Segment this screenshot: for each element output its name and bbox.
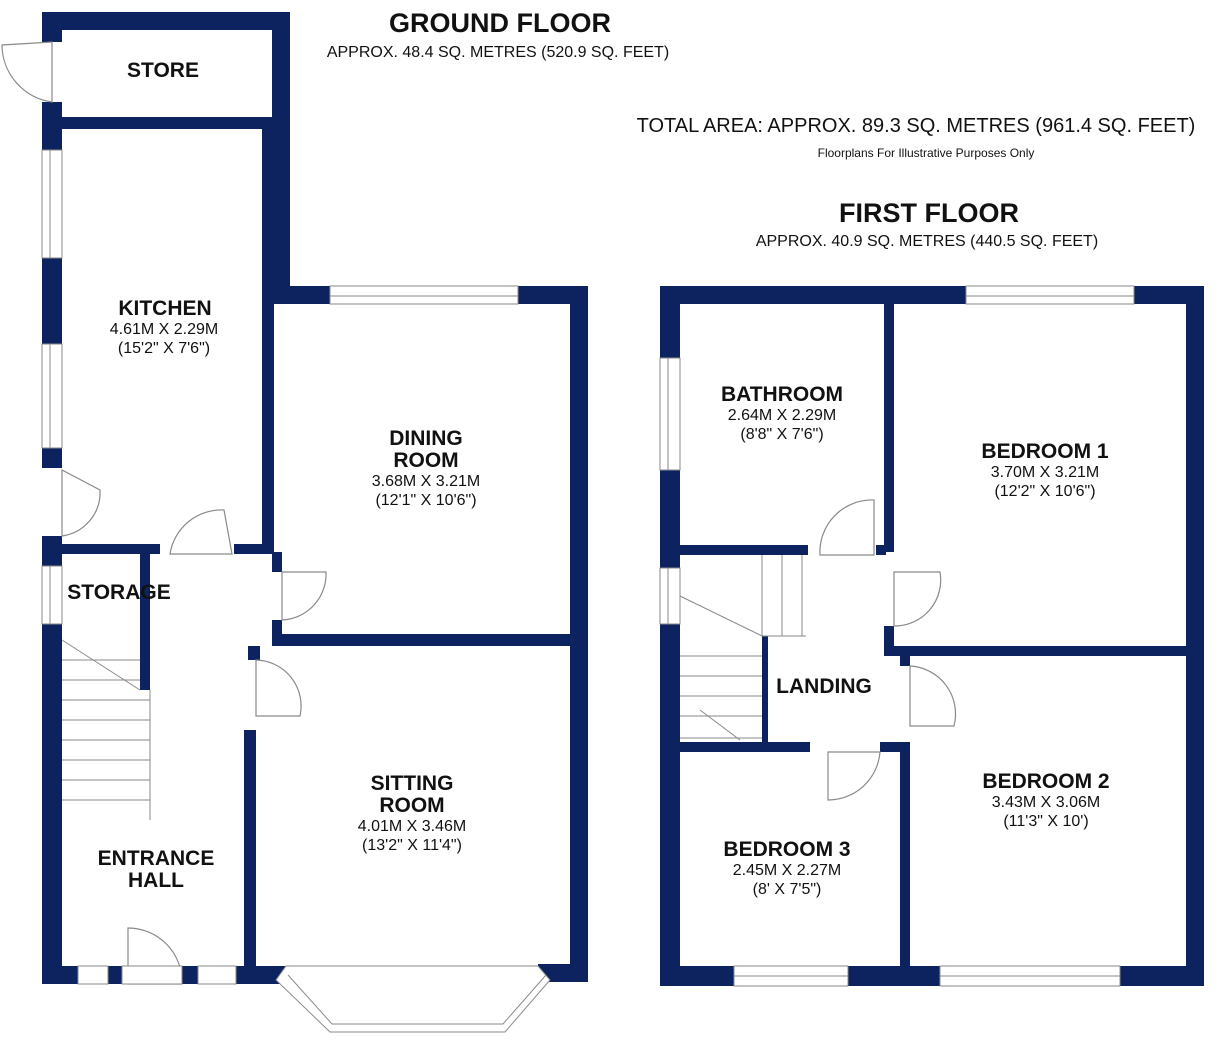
kitchen-metric: 4.61M X 2.29M [109,321,219,338]
dining-label-line2: ROOM [393,449,459,472]
illustrative-note: Floorplans For Illustrative Purposes Only [817,146,1035,160]
bedroom3-imperial: (8' X 7'5") [752,881,822,898]
storage-label: STORAGE [67,581,171,604]
sitting-imperial: (13'2" X 11'4") [362,837,462,854]
dining-metric: 3.68M X 3.21M [371,473,481,490]
dining-label-line1: DINING [389,427,463,450]
entrance-label-line2: HALL [128,869,184,892]
first-floor-stairs [680,555,806,740]
kitchen-imperial: (15'2" X 7'6") [117,340,211,357]
sitting-label-line1: SITTING [370,772,454,795]
sitting-label-line2: ROOM [379,794,445,817]
first-floor-title: FIRST FLOOR [839,198,1019,228]
bedroom2-imperial: (11'3" X 10') [1003,813,1089,830]
bedroom1-imperial: (12'2" X 10'6") [994,483,1096,500]
bedroom1-metric: 3.70M X 3.21M [990,464,1100,481]
bathroom-label: BATHROOM [720,383,844,406]
bedroom3-metric: 2.45M X 2.27M [732,862,842,879]
plan-labels [67,8,1195,898]
bathroom-metric: 2.64M X 2.29M [727,407,837,424]
bedroom2-label: BEDROOM 2 [982,770,1110,793]
bedroom1-label: BEDROOM 1 [981,440,1109,463]
landing-label: LANDING [776,675,872,698]
bedroom3-label: BEDROOM 3 [723,838,851,861]
entrance-label-line1: ENTRANCE [97,847,215,870]
bathroom-imperial: (8'8" X 7'6") [740,426,824,443]
first-floor-area: APPROX. 40.9 SQ. METRES (440.5 SQ. FEET) [755,233,1099,250]
kitchen-label: KITCHEN [118,297,212,320]
total-area: TOTAL AREA: APPROX. 89.3 SQ. METRES (961.4 SQ. FEET) [636,115,1196,137]
ground-floor-walls [42,12,588,984]
ground-floor-title: GROUND FLOOR [389,8,611,38]
bedroom2-metric: 3.43M X 3.06M [991,794,1101,811]
store-label: STORE [127,59,199,82]
ground-floor-area: APPROX. 48.4 SQ. METRES (520.9 SQ. FEET) [326,44,670,61]
ground-floor-stairs [62,640,150,820]
dining-imperial: (12'1" X 10'6") [375,492,477,509]
ground-floor-plan [2,12,588,1032]
sitting-metric: 4.01M X 3.46M [357,818,467,835]
